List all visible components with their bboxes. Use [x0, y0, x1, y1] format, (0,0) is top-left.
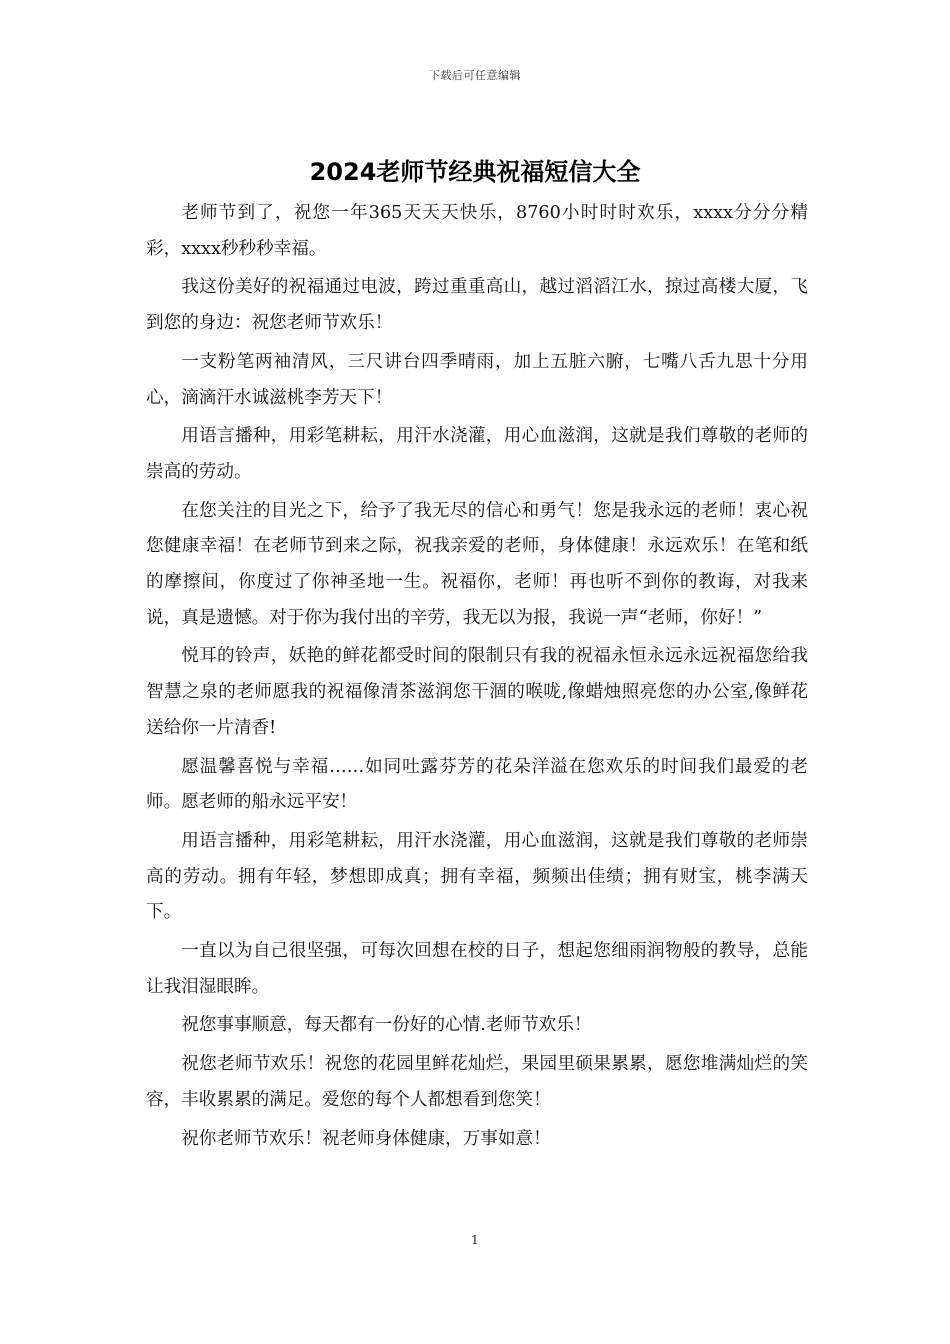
- paragraph: 祝您老师节欢乐！祝您的花园里鲜花灿烂，果园里硕果累累，愿您堆满灿烂的笑容，丰收累累的满足。爱您的每个人都想看到您笑！: [146, 1054, 808, 1110]
- paragraph: 一支粉笔两袖清风，三尺讲台四季晴雨，加上五脏六腑，七嘴八舌九思十分用心，滴滴汗水诚滋桃李芳天下！: [146, 351, 808, 408]
- header-note: 下载后可任意编辑: [429, 69, 521, 82]
- paragraph: 祝您事事顺意，每天都有一份好的心情.老师节欢乐！: [181, 1015, 592, 1036]
- page-number: 1: [471, 1233, 479, 1247]
- paragraph: 我这份美好的祝福通过电波，跨过重重高山，越过滔滔江水，掠过高楼大厦，飞到您的身边：祝您老师节欢乐！: [146, 277, 808, 334]
- document-title: 2024老师节经典祝福短信大全: [309, 158, 641, 186]
- document-body: [146, 196, 808, 1160]
- paragraph: 一直以为自己很坚强，可每次回想在校的日子，想起您细雨润物般的教导，总能让我泪湿眼眸。: [146, 941, 808, 997]
- paragraph: 祝你老师节欢乐！祝老师身体健康，万事如意！: [181, 1128, 551, 1149]
- paragraph: 在您关注的目光之下，给予了我无尽的信心和勇气！您是我永远的老师！衷心祝您健康幸福！在老师节到来之际，祝我亲爱的老师，身体健康！永远欢乐！在笔和纸的摩擦间，你度过了你神圣地一生。祝福你，老师！再也听不到你的教诲，对我来说，真是遗憾。对于你为我付出的辛劳，我无以为报，我说一声“老师，你好！”: [146, 500, 808, 628]
- paragraph: 悦耳的铃声，妖艳的鲜花都受时间的限制只有我的祝福永恒永远永远祝福您给我智慧之泉的老师愿我的祝福像清茶滋润您干涸的喉咙,像蜡烛照亮您的办公室,像鲜花送给你一片清香!: [146, 646, 808, 738]
- paragraph: 用语言播种，用彩笔耕耘，用汗水浇灌，用心血滋润，这就是我们尊敬的老师的崇高的劳动。: [146, 426, 808, 482]
- paragraph: 愿温馨喜悦与幸福……如同吐露芬芳的花朵洋溢在您欢乐的时间我们最爱的老师。愿老师的船永远平安！: [146, 756, 808, 813]
- paragraph: 用语言播种，用彩笔耕耘，用汗水浇灌，用心血滋润，这就是我们尊敬的老师崇高的劳动。拥有年轻，梦想即成真；拥有幸福，频频出佳绩；拥有财宝，桃李满天下。: [146, 830, 808, 923]
- paragraph: 老师节到了，祝您一年365天天天快乐，8760小时时时欢乐，xxxx分分分精彩，xxxx秒秒秒幸福。: [146, 203, 808, 259]
